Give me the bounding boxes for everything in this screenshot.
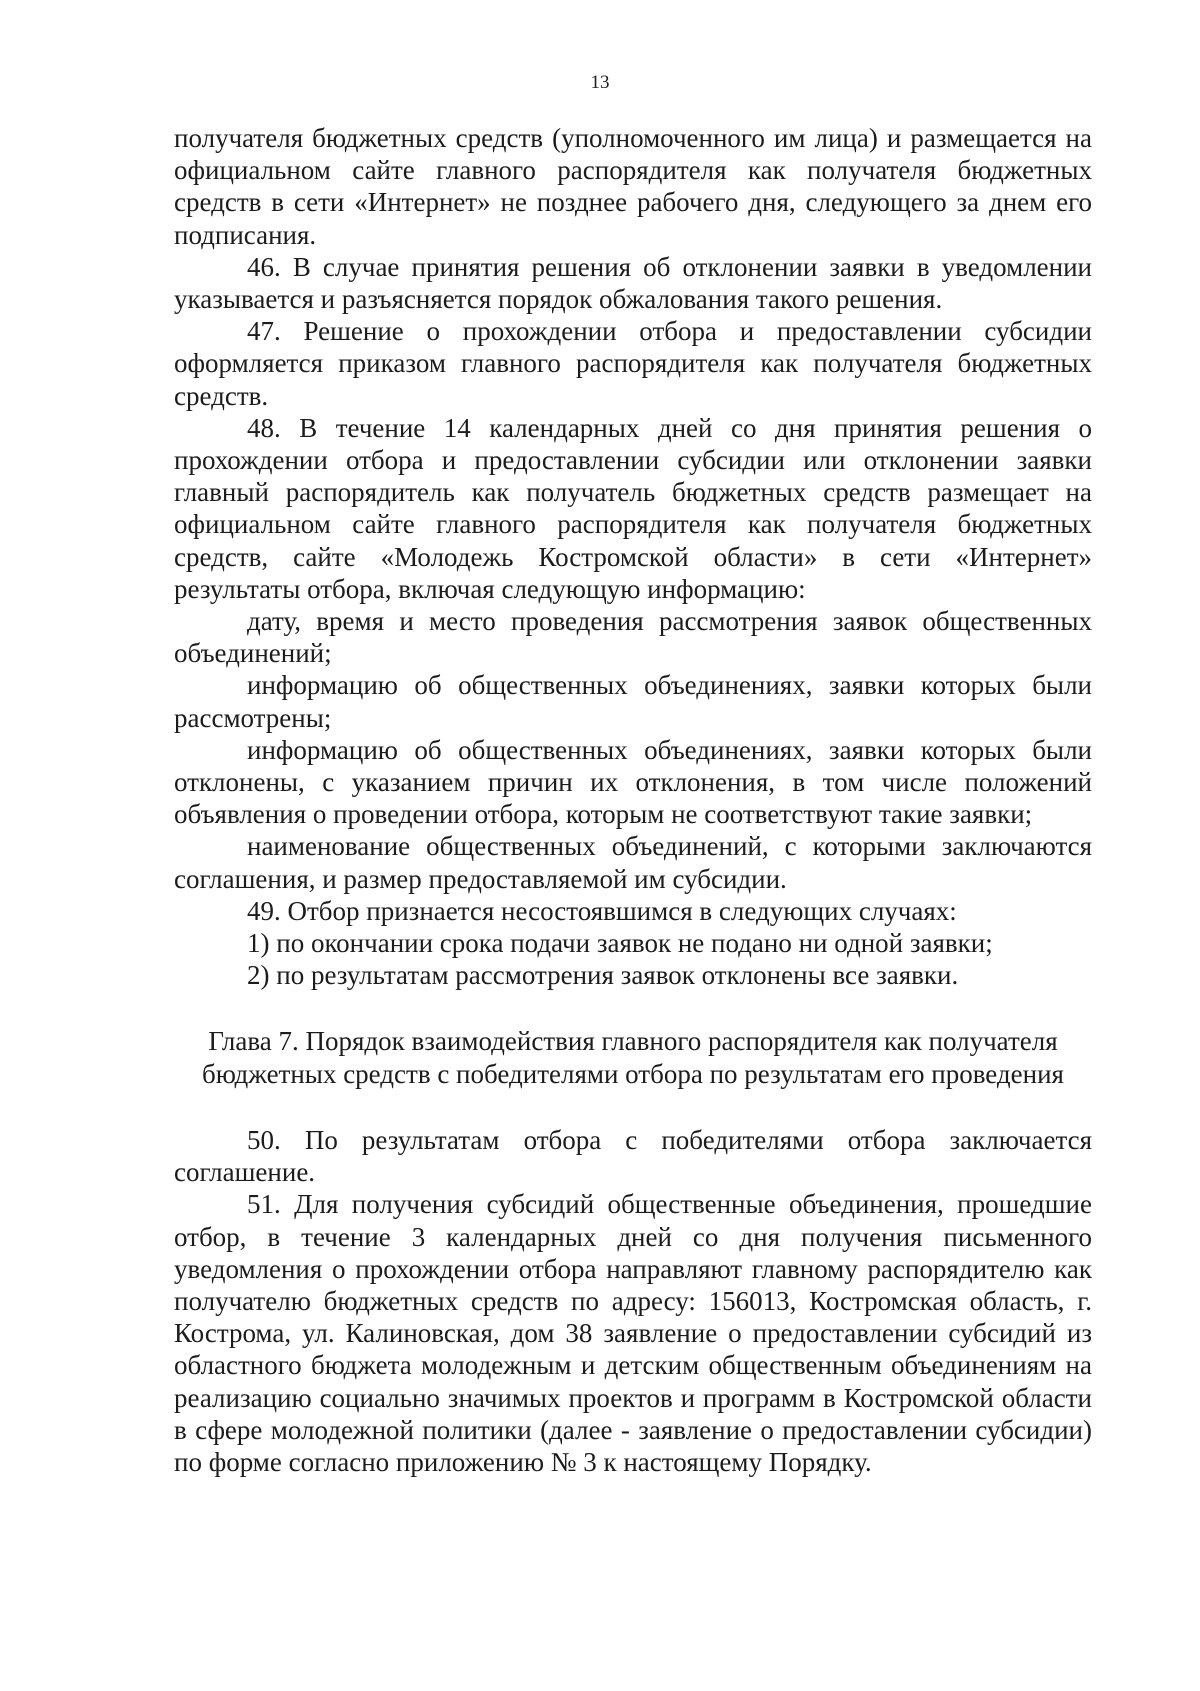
document-body — [174, 122, 1092, 1478]
paragraph-47: 47. Решение о прохождении отбора и предоставлении субсидии оформляется приказом главного распорядителя как получателя бюджетных средств. — [174, 316, 1092, 411]
paragraph-48-item-rejected: информацию об общественных объединениях, заявки которых были отклонены, с указанием причин их отклонения, в том числе положений объявления о проведении отбора, которым не соответствуют такие заявки; — [174, 734, 1092, 830]
page-number: 13 — [590, 72, 610, 93]
paragraph-48-item-date: дату, время и место проведения рассмотрения заявок общественных объединений; — [174, 606, 1092, 669]
paragraph-46: 46. В случае принятия решения об отклонении заявки в уведомлении указывается и разъясняется порядок обжалования такого решения. — [174, 251, 1092, 315]
paragraph-49-item-1: 1) по окончании срока подачи заявок не подано ни одной заявки; — [247, 928, 993, 959]
chapter-heading — [174, 1025, 1092, 1089]
paragraph-48-item-agreements: наименование общественных объединений, с которыми заключаются соглашения, и размер предоставляемой им субсидии. — [174, 831, 1092, 894]
paragraph-51: 51. Для получения субсидий общественные объединения, прошедшие отбор, в течение 3 календарных дней со дня получения письменного уведомления о прохождении отбора направляют главному распорядителю как получателю бюджетных средств по адресу: 156013, Костромская область, г. Кострома, ул. Калиновская, дом 38 заявление о предоставлении субсидий из областного бюджета молодежным и детским общественным объединениям на реализацию социально значимых проектов и программ в Костромской области в сфере молодежной политики (далее - заявление о предоставлении субсидии) по форме согласно приложению № 3 к настоящему Порядку. — [174, 1189, 1092, 1477]
chapter-heading-line-1: Глава 7. Порядок взаимодействия главного распорядителя как получателя — [208, 1026, 1058, 1057]
paragraph-48: 48. В течение 14 календарных дней со дня принятия решения о прохождении отбора и предоставлении субсидии или отклонении заявки главный распорядитель как получатель бюджетных средств размещает на официальном сайте главного распорядителя как получателя бюджетных средств, сайте «Молодежь Костромской области» в сети «Интернет» результаты отбора, включая следующую информацию: — [174, 412, 1092, 604]
paragraph-50: 50. По результатам отбора с победителями отбора заключается соглашение. — [174, 1124, 1092, 1188]
chapter-heading-line-2: бюджетных средств с победителями отбора по результатам его проведения — [202, 1058, 1064, 1089]
paragraph-49-item-2: 2) по результатам рассмотрения заявок отклонены все заявки. — [247, 960, 959, 991]
paragraph-49: 49. Отбор признается несостоявшимся в следующих случаях: — [247, 895, 957, 926]
paragraph-48-item-reviewed: информацию об общественных объединениях, заявки которых были рассмотрены; — [174, 670, 1092, 733]
paragraph-continuation: получателя бюджетных средств (уполномоченного им лица) и размещается на официальном сайте главного распорядителя как получателя бюджетных средств в сети «Интернет» не позднее рабочего дня, следующего за днем его подписания. — [174, 123, 1092, 250]
